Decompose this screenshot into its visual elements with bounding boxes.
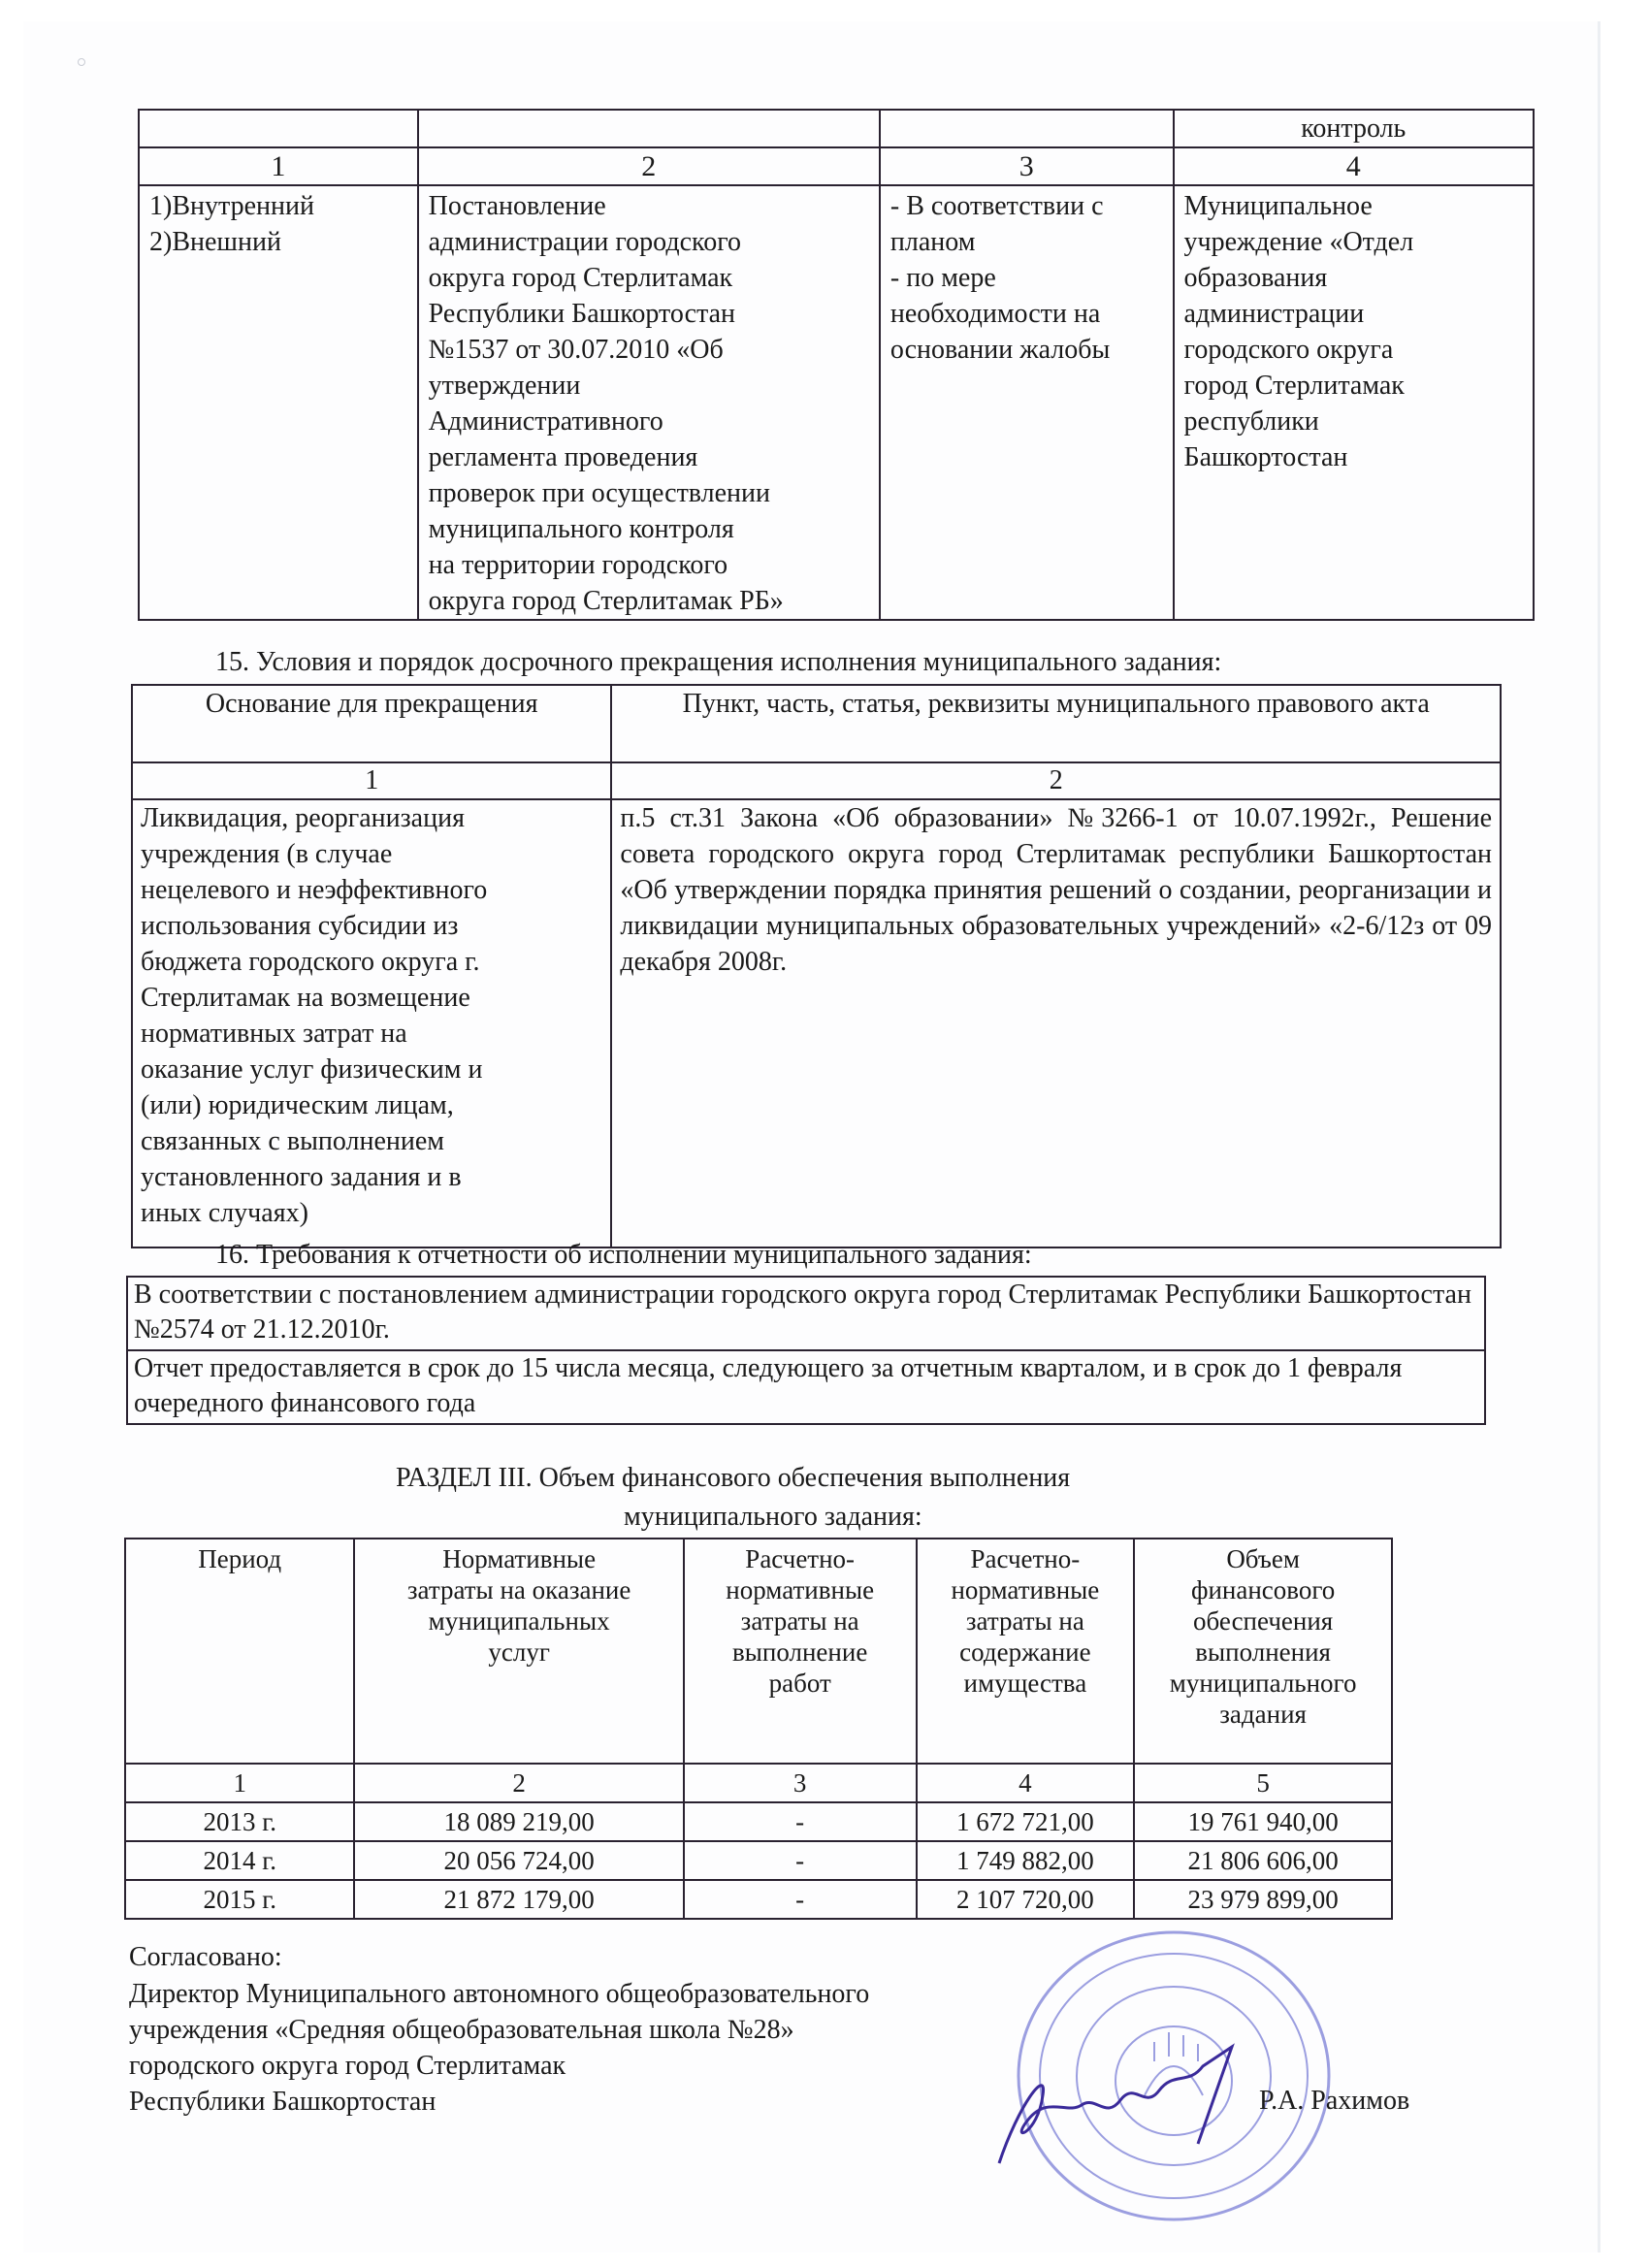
line: Расчетно- (745, 1544, 856, 1573)
header-work-costs (684, 1539, 917, 1764)
total-cell: 19 761 940,00 (1134, 1802, 1392, 1841)
signatory-name: Р.А. Рахимов (1259, 2086, 1410, 2116)
approval-line: Директор Муниципального автономного общеобразовательного (129, 1979, 870, 2009)
signature-icon (989, 2027, 1280, 2173)
header-period (125, 1539, 354, 1764)
line: установленного задания и в (141, 1162, 462, 1192)
approval-line: Республики Башкортостан (129, 2087, 436, 2117)
table-row (127, 1277, 1485, 1350)
line: 1)Внутренний (149, 191, 314, 221)
line: администрации (1183, 299, 1365, 329)
column-number: 2 (354, 1764, 683, 1802)
line: муниципального контроля (428, 514, 734, 544)
line: Период (198, 1544, 282, 1573)
page-edge (1598, 21, 1600, 2252)
section-16-heading: 16. Требования к отчетности об исполнении муниципального задания: (215, 1240, 1032, 1270)
line: связанных с выполнением (141, 1126, 445, 1156)
column-number: 2 (611, 762, 1501, 799)
header-cell: Основание для прекращения (132, 685, 611, 762)
column-number: 1 (125, 1764, 354, 1802)
line: нормативные (726, 1575, 875, 1604)
line: Расчетно- (970, 1544, 1081, 1573)
header-cell-control: контроль (1174, 110, 1534, 147)
table-row (125, 1880, 1392, 1919)
line: задания (1219, 1700, 1307, 1729)
approval-line: учреждения «Средняя общеобразовательная школа №28» (129, 2015, 794, 2045)
table-row (125, 1802, 1392, 1841)
column-number: 4 (1174, 147, 1534, 185)
line: оказание услуг физическим и (141, 1054, 483, 1085)
header-cell (418, 110, 880, 147)
column-number: 3 (684, 1764, 917, 1802)
line: №1537 от 30.07.2010 «Об (428, 335, 724, 365)
table-row (125, 1841, 1392, 1880)
header-service-costs (354, 1539, 683, 1764)
works-cell: - (684, 1802, 917, 1841)
table-row (139, 185, 1534, 620)
column-number: 4 (917, 1764, 1135, 1802)
line: - по мере (889, 263, 996, 293)
line: Объем (1226, 1544, 1300, 1573)
works-cell: - (684, 1880, 917, 1919)
line: затраты на (965, 1606, 1084, 1636)
column-number: 1 (139, 147, 418, 185)
header-cell: Пункт, часть, статья, реквизиты муниципального правового акта (611, 685, 1501, 762)
column-number: 2 (418, 147, 880, 185)
services-cell: 18 089 219,00 (354, 1802, 683, 1841)
header-property-costs (917, 1539, 1135, 1764)
total-cell: 21 806 606,00 (1134, 1841, 1392, 1880)
line: планом (889, 227, 976, 257)
column-number: 3 (880, 147, 1174, 185)
line: республики (1183, 406, 1319, 437)
approval-line: городского округа город Стерлитамак (129, 2051, 566, 2081)
line: Нормативные (442, 1544, 597, 1573)
line: Башкортостан (1183, 442, 1348, 472)
financing-table (124, 1538, 1393, 1920)
services-cell: 21 872 179,00 (354, 1880, 683, 1919)
line: выполнения (1195, 1637, 1331, 1667)
line: Стерлитамак на возмещение (141, 983, 470, 1013)
termination-table (131, 684, 1502, 1248)
period-cell: 2014 г. (125, 1841, 354, 1880)
line: на территории городского (428, 550, 728, 580)
control-table (138, 109, 1535, 621)
header-cell (880, 110, 1174, 147)
section-3-heading-line2: муниципального задания: (624, 1502, 922, 1532)
line: образования (1183, 263, 1328, 293)
line: администрации городского (428, 227, 742, 257)
header-cell (139, 110, 418, 147)
line: утверждении (428, 371, 581, 401)
legal-act-cell: п.5 ст.31 Закона «Об образовании» №3266-1 от 10.07.1992г., Решение совета городского округа город Стерлитамак республики Башкортостан «Об утверждении порядка принятия решений о создании, реорганизации и ликвидации муниципальных образовательных учреждений» «2-6/12з от 09 декабря 2008г. (611, 799, 1501, 1247)
line: муниципального (1169, 1669, 1357, 1698)
termination-basis-cell (132, 799, 611, 1247)
line: услуг (488, 1637, 550, 1667)
line: учреждения (в случае (141, 839, 393, 869)
scan-speck (78, 58, 85, 66)
control-periodicity-cell (880, 185, 1174, 620)
line: нормативных затрат на (141, 1019, 407, 1049)
control-basis-cell (418, 185, 880, 620)
table-row (127, 1350, 1485, 1424)
line: округа город Стерлитамак (428, 263, 733, 293)
line: обеспечения (1193, 1606, 1334, 1636)
line: имущества (963, 1669, 1087, 1698)
line: муниципальных (428, 1606, 610, 1636)
table-row (132, 799, 1501, 1247)
reporting-deadline-cell: Отчет предоставляется в срок до 15 числа месяца, следующего за отчетным кварталом, и в срок до 1 февраля очередного финансового года (127, 1350, 1485, 1424)
header-row (132, 685, 1501, 762)
property-cell: 2 107 720,00 (917, 1880, 1135, 1919)
line: Административного (428, 406, 663, 437)
line: иных случаях) (141, 1198, 308, 1228)
column-number: 1 (132, 762, 611, 799)
column-number: 5 (1134, 1764, 1392, 1802)
line: городского округа (1183, 335, 1394, 365)
line: проверок при осуществлении (428, 478, 771, 508)
line: Муниципальное (1183, 191, 1373, 221)
line: работ (768, 1669, 831, 1698)
header-row (125, 1539, 1392, 1764)
line: выполнение (732, 1637, 868, 1667)
reporting-table (126, 1276, 1486, 1425)
line: Ликвидация, реорганизация (141, 803, 465, 833)
line: Постановление (428, 191, 606, 221)
line: необходимости на (889, 299, 1101, 329)
line: основании жалобы (889, 335, 1111, 365)
services-cell: 20 056 724,00 (354, 1841, 683, 1880)
column-number-row (125, 1764, 1392, 1802)
section-3-heading-line1: РАЗДЕЛ III. Объем финансового обеспечения выполнения (396, 1463, 1071, 1493)
section-15-heading: 15. Условия и порядок досрочного прекращения исполнения муниципального задания: (215, 647, 1222, 677)
line: Республики Башкортостан (428, 299, 735, 329)
property-cell: 1 672 721,00 (917, 1802, 1135, 1841)
line: нормативные (951, 1575, 1100, 1604)
control-form-cell (139, 185, 418, 620)
line: затраты на (740, 1606, 859, 1636)
works-cell: - (684, 1841, 917, 1880)
line: город Стерлитамак (1183, 371, 1405, 401)
line: округа город Стерлитамак РБ» (428, 586, 784, 616)
line: использования субсидии из (141, 911, 459, 941)
line: учреждение «Отдел (1183, 227, 1414, 257)
total-cell: 23 979 899,00 (1134, 1880, 1392, 1919)
controller-cell (1174, 185, 1534, 620)
line: регламента проведения (428, 442, 698, 472)
reporting-basis-cell: В соответствии с постановлением администрации городского округа город Стерлитамак Республики Башкортостан №2574 от 21.12.2010г. (127, 1277, 1485, 1350)
line: бюджета городского округа г. (141, 947, 480, 977)
header-row (139, 110, 1534, 147)
period-cell: 2015 г. (125, 1880, 354, 1919)
period-cell: 2013 г. (125, 1802, 354, 1841)
line: финансового (1190, 1575, 1336, 1604)
line: (или) юридическим лицам, (141, 1090, 454, 1120)
line: содержание (959, 1637, 1091, 1667)
line: затраты на оказание (406, 1575, 631, 1604)
approval-label: Согласовано: (129, 1942, 282, 1972)
header-total (1134, 1539, 1392, 1764)
column-number-row (132, 762, 1501, 799)
line: 2)Внешний (149, 227, 281, 257)
column-number-row (139, 147, 1534, 185)
line: - В соответствии с (889, 191, 1104, 221)
line: нецелевого и неэффективного (141, 875, 488, 905)
property-cell: 1 749 882,00 (917, 1841, 1135, 1880)
